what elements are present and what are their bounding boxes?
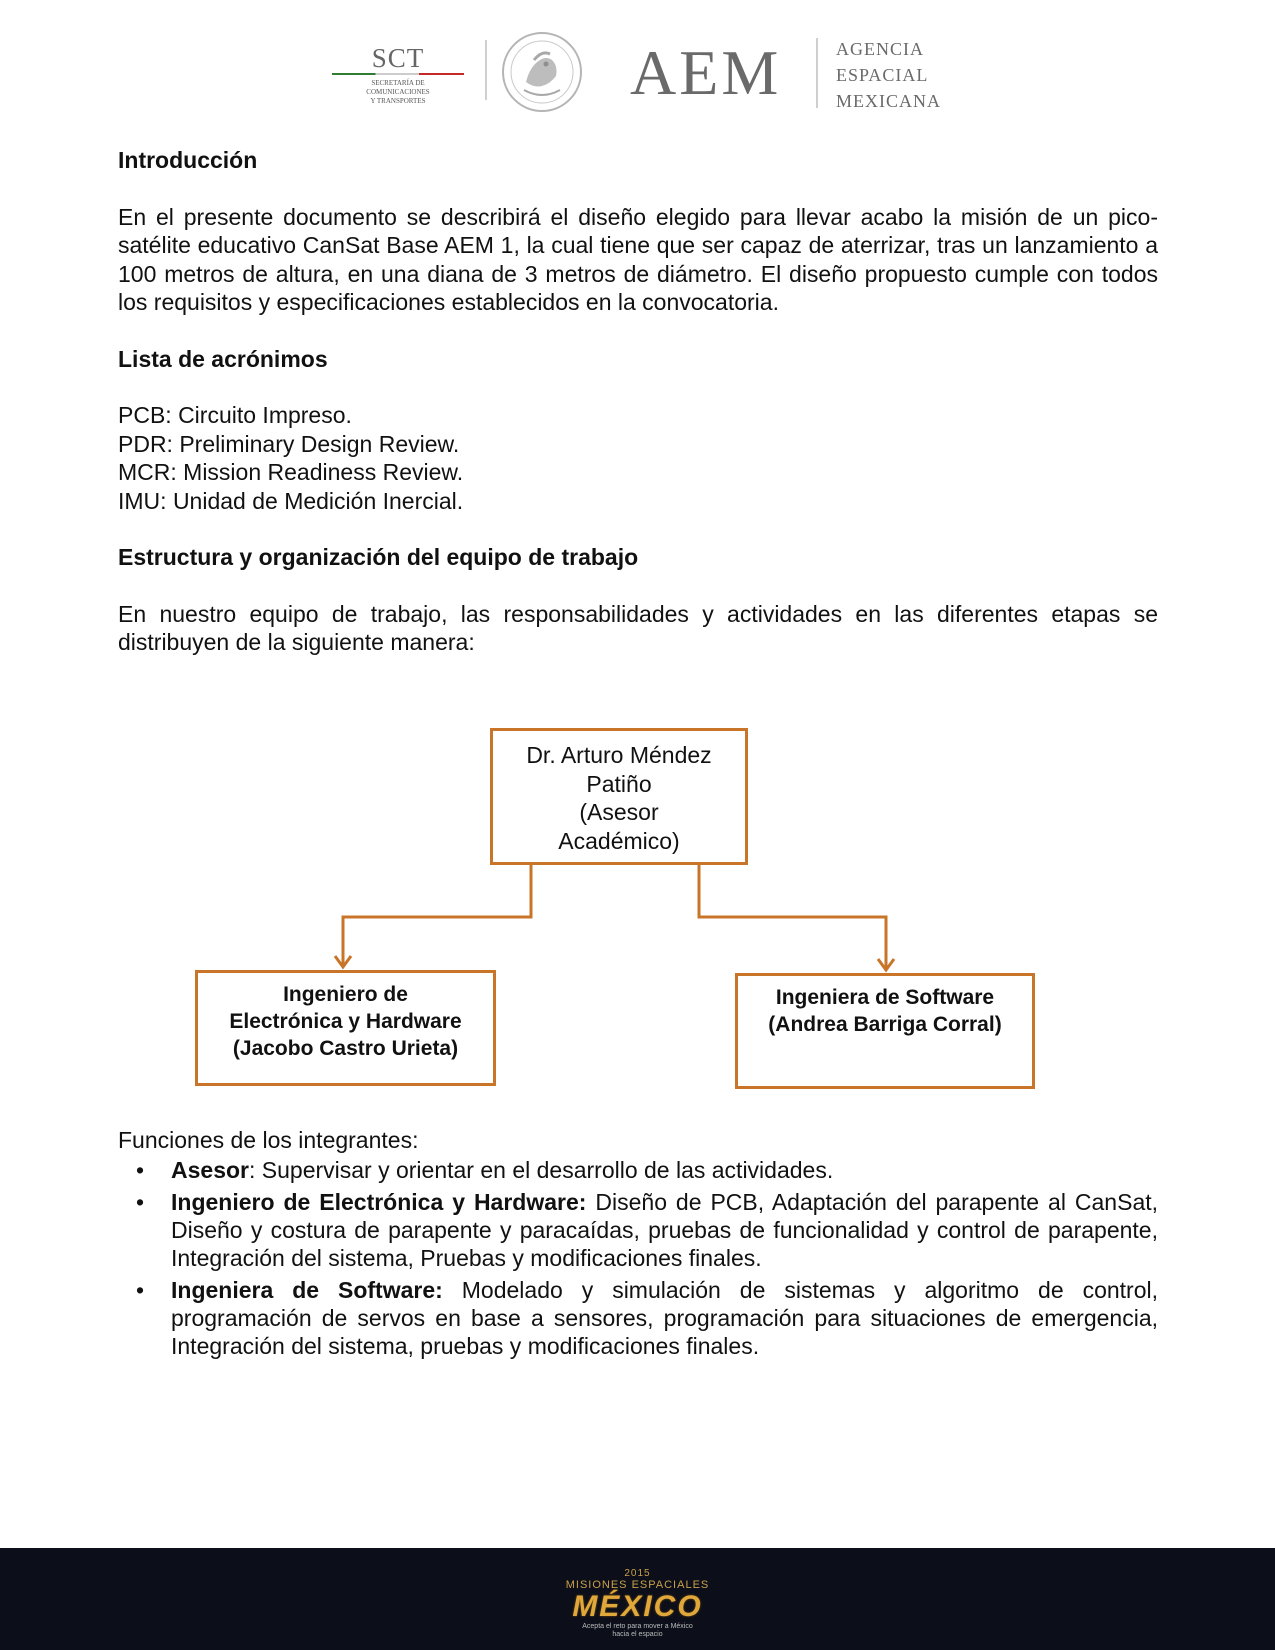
header-divider [485,40,487,100]
function-item [118,1276,1158,1360]
function-text: Diseño de PCB, Adaptación del parapente al CanSat, Diseño y costura de parapente y paracaídas, pruebas de funcionalidad y control de parapente, Integración del sistema, Pruebas y modificaciones finales. [171,1189,1159,1271]
bullet-icon: • [136,1277,145,1303]
org-box-line: (Asesor [579,799,659,825]
org-box-hardware-engineer [195,970,496,1086]
intro-paragraph: En el presente documento se describirá el diseño elegido para llevar acabo la misión de un pico-satélite educativo CanSat Base AEM 1, la cual tiene que ser capaz de aterrizar, tras un lanzamiento a 100 metros de altura, en una diana de 3 metros de diámetro. El diseño propuesto cumple con todos los requisitos y especificaciones establecidos en la convocatoria. [118,203,1158,315]
function-separator [443,1277,462,1303]
sct-logo-subtitle-1: SECRETARÍA DE [371,79,425,87]
org-chart [0,720,1275,1100]
misiones-espaciales-logo [0,1568,1275,1639]
org-box-line: Patiño [586,770,652,797]
page-footer [0,1548,1275,1650]
sct-logo [332,44,464,106]
mexican-seal-icon [500,30,584,114]
functions-list [118,1156,1158,1360]
function-item [118,1156,1158,1184]
org-box-advisor [490,728,748,865]
footer-tagline-2: hacia el espacio [612,1631,663,1638]
org-box-line: (Andrea Barriga Corral) [768,1013,1002,1036]
sct-logo-title: SCT [371,43,425,73]
org-box-line: Electrónica y Hardware [229,1010,462,1033]
connector-left [343,865,531,966]
acronyms-heading: Lista de acrónimos [118,345,328,372]
acronym-item: MCR: Mission Readiness Review. [118,459,464,485]
aem-divider [816,38,818,108]
team-paragraph: En nuestro equipo de trabajo, las responsabilidades y actividades en las diferentes etapas se distribuyen de la siguiente manera: [118,600,1158,655]
functions-heading: Funciones de los integrantes: [118,1127,419,1153]
function-separator: : [248,1157,262,1183]
org-box-line: Académico) [558,827,680,854]
acronym-item: IMU: Unidad de Medición Inercial. [118,487,464,514]
connector-right [699,865,886,969]
footer-tagline-1: Acepta el reto para mover a México [582,1623,693,1630]
function-role: Asesor [171,1157,249,1183]
footer-main-title: MÉXICO [572,1590,703,1623]
sct-logo-subtitle-3: Y TRANSPORTES [370,97,426,105]
function-text: Modelado y simulación de sistemas y algoritmo de control, programación de servos en base a sensores, programación para situaciones de emergencia, Integración del sistema, pruebas y modificaciones finales. [171,1277,1158,1359]
org-box-line: Dr. Arturo Méndez [526,742,712,768]
agency-name [836,36,941,114]
page-header [0,30,1275,120]
team-functions [118,1126,1158,1364]
bullet-icon: • [136,1189,145,1215]
function-item [118,1188,1158,1272]
team-heading: Estructura y organización del equipo de trabajo [118,544,639,570]
agency-line-1: AGENCIA [836,39,924,59]
org-box-line: Ingeniero de [283,983,408,1006]
acronym-item: PDR: Preliminary Design Review. [118,430,460,457]
agency-line-2: ESPACIAL [836,65,929,85]
footer-line-1: MISIONES ESPACIALES [565,1579,710,1591]
sct-logo-subtitle-2: COMUNICACIONES [366,88,430,96]
agency-line-3: MEXICANA [836,91,941,111]
sct-logo-stripe [332,73,464,75]
acronym-item: PCB: Circuito Impreso. [118,402,352,428]
org-box-line: (Jacobo Castro Urieta) [232,1037,459,1060]
bullet-icon: • [136,1157,145,1183]
function-role: Ingeniero de Electrónica y Hardware: [171,1189,587,1215]
footer-year: 2015 [624,1568,651,1579]
aem-logo: AEM [630,37,782,108]
org-box-software-engineer [735,973,1035,1089]
document-body [118,146,1158,657]
function-text: Supervisar y orientar en el desarrollo de las actividades. [261,1157,834,1183]
intro-heading: Introducción [118,147,258,173]
function-role: Ingeniera de Software: [171,1277,443,1303]
org-box-line: Ingeniera de Software [775,986,995,1009]
